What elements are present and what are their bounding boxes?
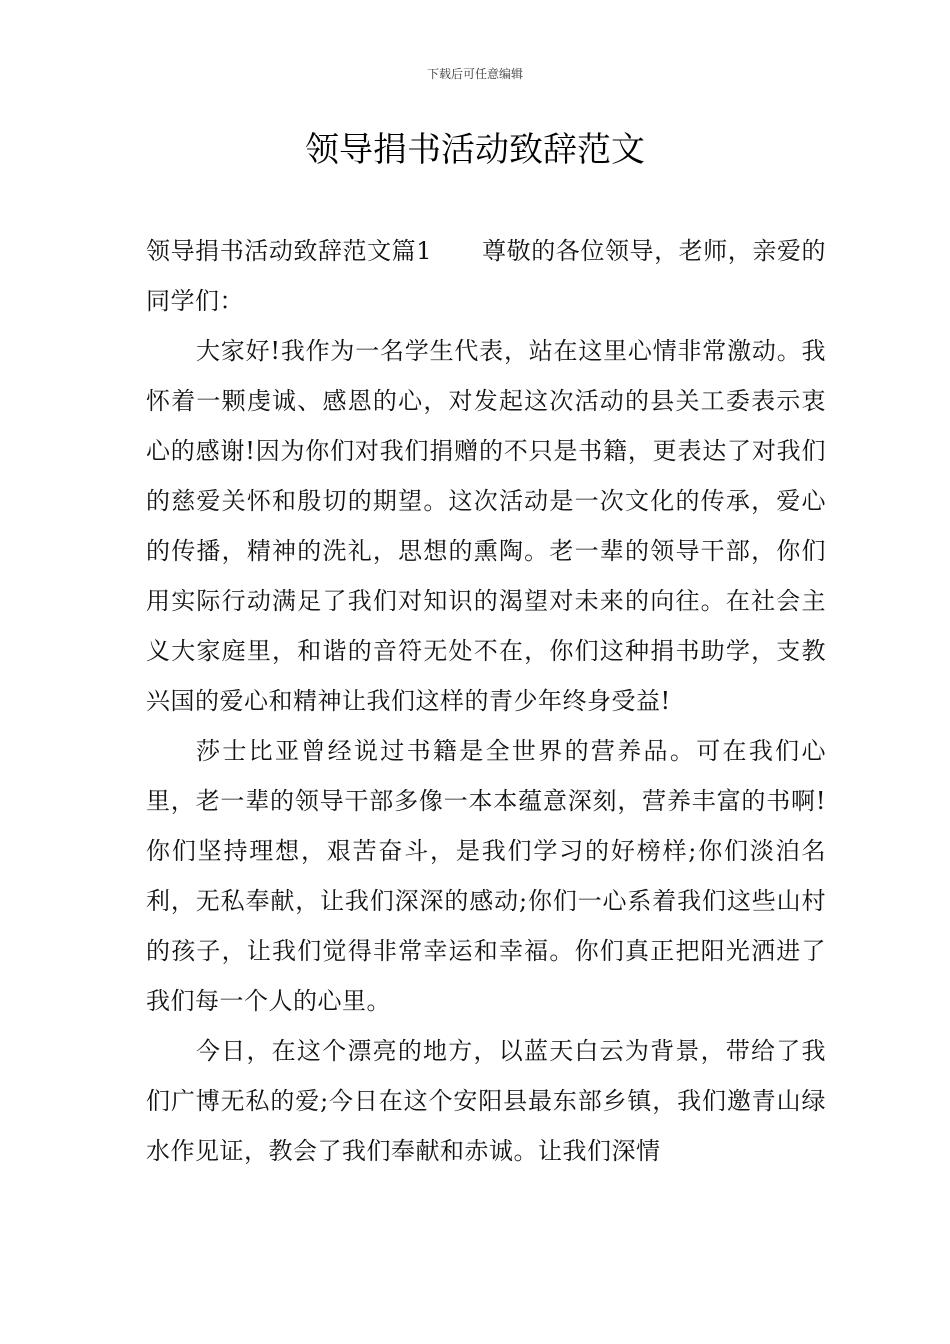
body-paragraph-2: 莎士比亚曾经说过书籍是全世界的营养品。可在我们心里，老一辈的领导干部多像一本本蕴意深刻，营养丰富的书啊!你们坚持理想，艰苦奋斗，是我们学习的好榜样;你们淡泊名利，无私奉献，让我们深深的感动;你们一心系着我们这些山村的孩子，让我们觉得非常幸运和幸福。你们真正把阳光洒进了我们每一个人的心里。 bbox=[146, 737, 826, 1015]
header-note: 下载后可任意编辑 bbox=[426, 67, 523, 81]
intro-paragraph bbox=[146, 226, 826, 326]
body-paragraph-3: 今日，在这个漂亮的地方，以蓝天白云为背景，带给了我们广博无私的爱;今日在这个安阳县最东部乡镇，我们邀青山绿水作见证，教会了我们奉献和赤诚。让我们深情 bbox=[146, 1037, 826, 1165]
body-paragraph-1: 大家好!我作为一名学生代表，站在这里心情非常激动。我怀着一颗虔诚、感恩的心，对发起这次活动的县关工委表示衷心的感谢!因为你们对我们捐赠的不只是书籍，更表达了对我们的慈爱关怀和殷切的期望。这次活动是一次文化的传承，爱心的传播，精神的洗礼，思想的熏陶。老一辈的领导干部，你们用实际行动满足了我们对知识的渴望对未来的向往。在社会主义大家庭里，和谐的音符无处不在，你们这种捐书助学，支教兴国的爱心和精神让我们这样的青少年终身受益! bbox=[146, 337, 826, 715]
document-body bbox=[146, 226, 826, 1176]
document-title: 领导捐书活动致辞范文 bbox=[305, 130, 645, 170]
section-heading: 领导捐书活动致辞范文篇1 bbox=[146, 237, 433, 265]
salutation: 尊敬的各位领导，老师，亲爱的同学们： bbox=[146, 237, 826, 315]
